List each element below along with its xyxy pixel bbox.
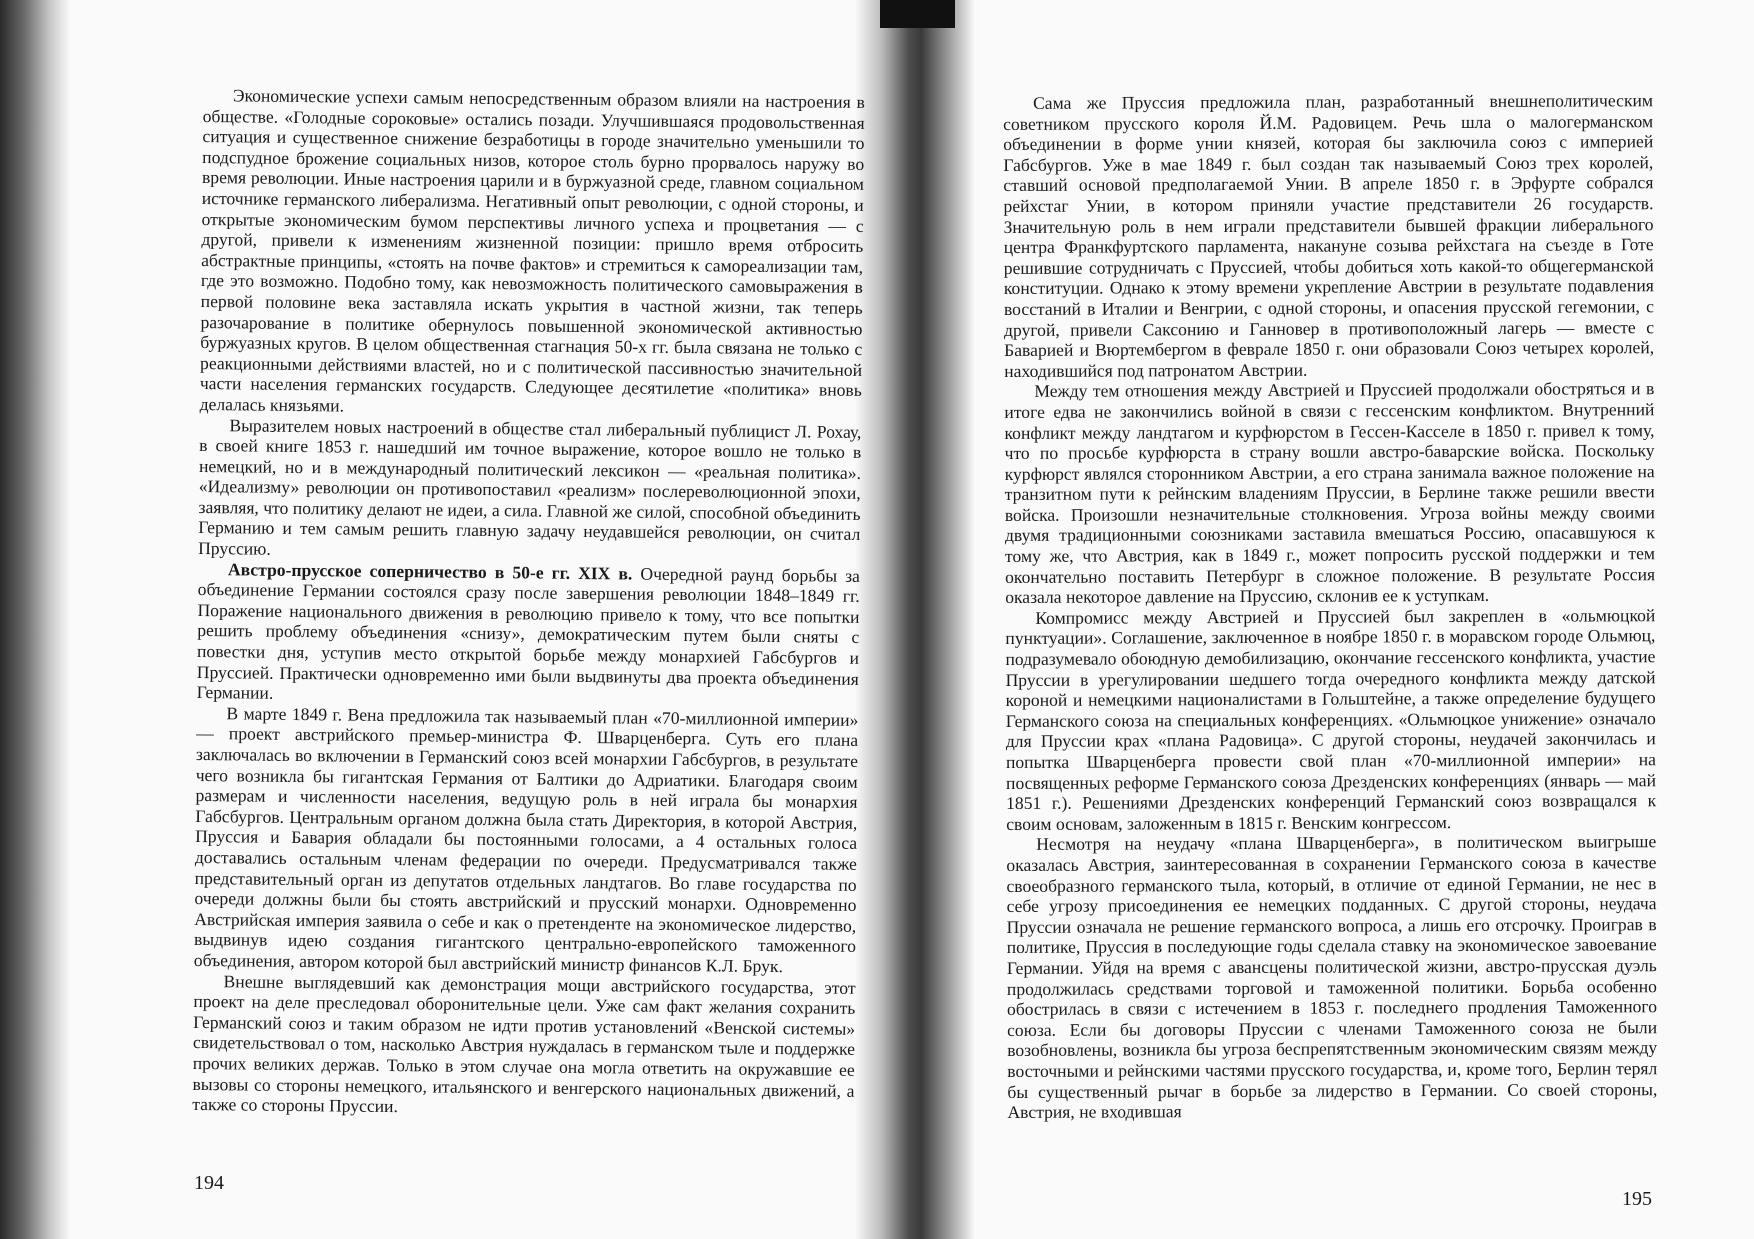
page-edge-shadow xyxy=(0,0,70,1239)
book-spine-shadow xyxy=(855,0,975,1239)
paragraph: Выразителем новых настроений в обществе стал либеральный публицист Л. Рохау, в своей книге 1853 г. нашедший им точное выражение, которое вошло не только в немецкий, но и в международный политический лексикон — «реальная политика». «Идеализму» революции он противопоставил «реализм» послереволюционной эпохи, заявляя, что политику делают не идеи, а сила. Главной же силой, способной объединить Германию и тем самым решить главную задачу неудавшейся революции, он считал Пруссию. xyxy=(198,414,862,559)
paragraph: Несмотря на неудачу «плана Шварценберга», в политическом выигрыше оказалась Австрия, заинтересованная в сохранении Германского союза в качестве своеобразного германского тыла, который, в отличие от единой Германии, не нес в себе угрозу присоединения ее немецких подданных. С другой стороны, неудача Пруссии означала не решение германского вопроса, а лишь его отсрочку. Проиграв в политике, Пруссия в последующие годы сделала ставку на экономическое завоевание Германии. Уйдя на время с авансцены политической жизни, австро-прусская дуэль продолжилась средствами торговой и таможенной политики. Борьба особенно обострилась в связи с истечением в 1853 г. последнего продления Таможенного союза. Если бы договоры Пруссии с членами Таможенного союза не были возобновлены, возникла бы угроза беспрепятственным экономическим связям между восточными и рейнскими частями прусского государства, и, кроме того, Берлин терял бы существенный рычаг в борьбе за лидерство в Германии. Со своей стороны, Австрия, не входившая xyxy=(1006,831,1658,1123)
paragraph: Внешне выглядевший как демонстрация мощи австрийского государства, этот проект на деле преследовал оборонительные цели. Уже сам факт желания сохранить Германский союз и таким образом не идти против установлений «Венской системы» свидетельствовал о том, насколько Австрия нуждалась в германском тыле и поддержке прочих великих держав. Только в этом случае она могла ответить на окружавшие ее вызовы со стороны немецкого, итальянского и венгерского национальных движений, а также со стороны Пруссии. xyxy=(192,970,856,1117)
page-number-right: 195 xyxy=(1622,1188,1652,1210)
paragraph: Экономические успехи самым непосредственным образом влияли на настроения в обществе. «Голодные сороковые» остались позади. Улучшившаяся продовольственная ситуация и существенное снижение безработицы в городе значительно уменьшили то подспудное брожение социальных низов, которое столь бурно прорвалось наружу во время революции. Иные настроения царили и в буржуазной среде, главном социальном источнике германского либерализма. Негативный опыт революции, с одной стороны, и открытые экономическим бумом перспективы личного успеха и процветания — с другой, привели к изменениям жизненной позиции: пришло время отбросить абстрактные принципы, «стоять на почве фактов» и стремиться к самореализации там, где это возможно. Подобно тому, как невозможность политического самовыражения в первой половине века заставляла искать укрытия в частной жизни, так теперь разочарование в политике обернулось повышенной экономической активностью буржуазных кругов. В целом общественная стагнация 50-х гг. была связана не только с реакционными действиями властей, но и с политической пассивностью значительной части населения германских государств. Следующее десятилетие «политика» вновь делалась князьями. xyxy=(199,85,865,416)
section-heading: Австро-прусское соперничество в 50-е гг. XIX в. xyxy=(227,558,633,584)
right-page-text xyxy=(1003,90,1657,1123)
paragraph-with-heading xyxy=(197,559,860,710)
paragraph: В марте 1849 г. Вена предложила так называемый план «70-миллионной империи» — проект австрийского премьер-министра Ф. Шварценберга. Суть его плана заключалась во включении в Германский союз всей монархии Габсбургов, в результате чего возникла бы гигантская Германия от Балтики до Адриатики. Благодаря своим размерам и численности населения, ведущую роль в ней играла бы монархия Габсбургов. Центральным органом должна была стать Директория, в которой Австрия, Пруссия и Бавария обладали бы постоянными голосами, а 4 остальных голоса доставались остальным членам федерации по очереди. Предусматривался также представительный орган из депутатов отдельных ландтагов. Во главе государства по очереди должны были бы стоять австрийский и прусский монархи. Одновременно Австрийская империя заявила о себе и как о претенденте на экономическое лидерство, выдвинув идею создания гигантского центрально-европейского таможенного объединения, автором которой был австрийский министр финансов К.Л. Брук. xyxy=(193,703,859,977)
paragraph-text: Очередной раунд борьбы за объединение Германии состоялся сразу после завершения революции 1848–1849 гг. Поражение национального движения в революцию привело к тому, что все попытки решить проблему объединения «снизу», демократическим путем были сняты с повестки дня, уступив место открытой борьбе между монархией Габсбургов и Пруссией. Практически одновременно ими были выдвинуты два проекта объединения Германии. xyxy=(196,563,861,703)
paragraph: Компромисс между Австрией и Пруссией был закреплен в «ольмюцкой пунктуации». Соглашение, заключенное в ноябре 1850 г. в моравском городе Ольмюц, подразумевало обоюдную демобилизацию, окончание гессенского конфликта, участие Пруссии в урегулировании шедшего тогда очередного конфликта между датской короной и немецкими националистами в Гольштейне, а также определение будущего Германского союза на специальных конференциях. «Ольмюцкое унижение» означало для Пруссии крах «плана Радовица». С другой стороны, неудачей закончилась и попытка Шварценберга провести свой план «70-миллионной империи» на посвященных реформе Германского союза Дрезденских конференциях (январь — май 1851 г.). Решениями Дрезденских конференций Германский союз возвращался к своим основам, заложенным в 1815 г. Венским конгрессом. xyxy=(1005,605,1657,834)
paragraph: Между тем отношения между Австрией и Пруссией продолжали обостряться и в итоге едва не закончились войной в связи с гессенским конфликтом. Внутренний конфликт между ландтагом и курфюрстом в Гессен-Касселе в 1850 г. привел к тому, что по просьбе курфюрста в страну вошли австро-баварские войска. Поскольку курфюрст являлся сторонником Австрии, а его страна занимала важное положение на транзитном пути к рейнским владениям Пруссии, в Берлине также решили ввести войска. Произошли незначительные столкновения. Угроза войны между своими двумя традиционными союзниками заставила вмешаться Россию, опасавшуюся к тому же, что Австрия, как в 1849 г., может попросить русской поддержки и тем окончательно поставить Петербург в сложное положение. В результате Россия оказала некоторое давление на Пруссию, склонив ее к уступкам. xyxy=(1004,378,1656,608)
page-number-left: 194 xyxy=(194,1172,224,1194)
book-spine-top xyxy=(880,0,955,28)
left-page-text xyxy=(192,85,865,1122)
paragraph: Сама же Пруссия предложила план, разработанный внешнеполитическим советником прусского короля Й.М. Радовицем. Речь шла о малогерманском объединении в форме унии князей, которая бы заключила союз с империей Габсбургов. Уже в мае 1849 г. был создан так называемый Союз трех королей, ставший основой предполагаемой Унии. В апреле 1850 г. в Эрфурте собрался рейхстаг Унии, в котором приняли участие представители 26 государств. Значительную роль в нем играли представители бывшей фракции либерального центра Франкфуртского парламента, накануне созыва рейхстага на съезде в Готе решившие сотрудничать с Пруссией, чтобы добиться хоть какой-то общегерманской конституции. Однако к этому времени укрепление Австрии в результате подавления восстаний в Италии и Венгрии, с одной стороны, и опасения прусской гегемонии, с другой, привели Саксонию и Ганновер в противоположный лагерь — вместе с Баварией и Вюртембергом в феврале 1850 г. они образовали Союз четырех королей, находившийся под патронатом Австрии. xyxy=(1003,90,1655,381)
